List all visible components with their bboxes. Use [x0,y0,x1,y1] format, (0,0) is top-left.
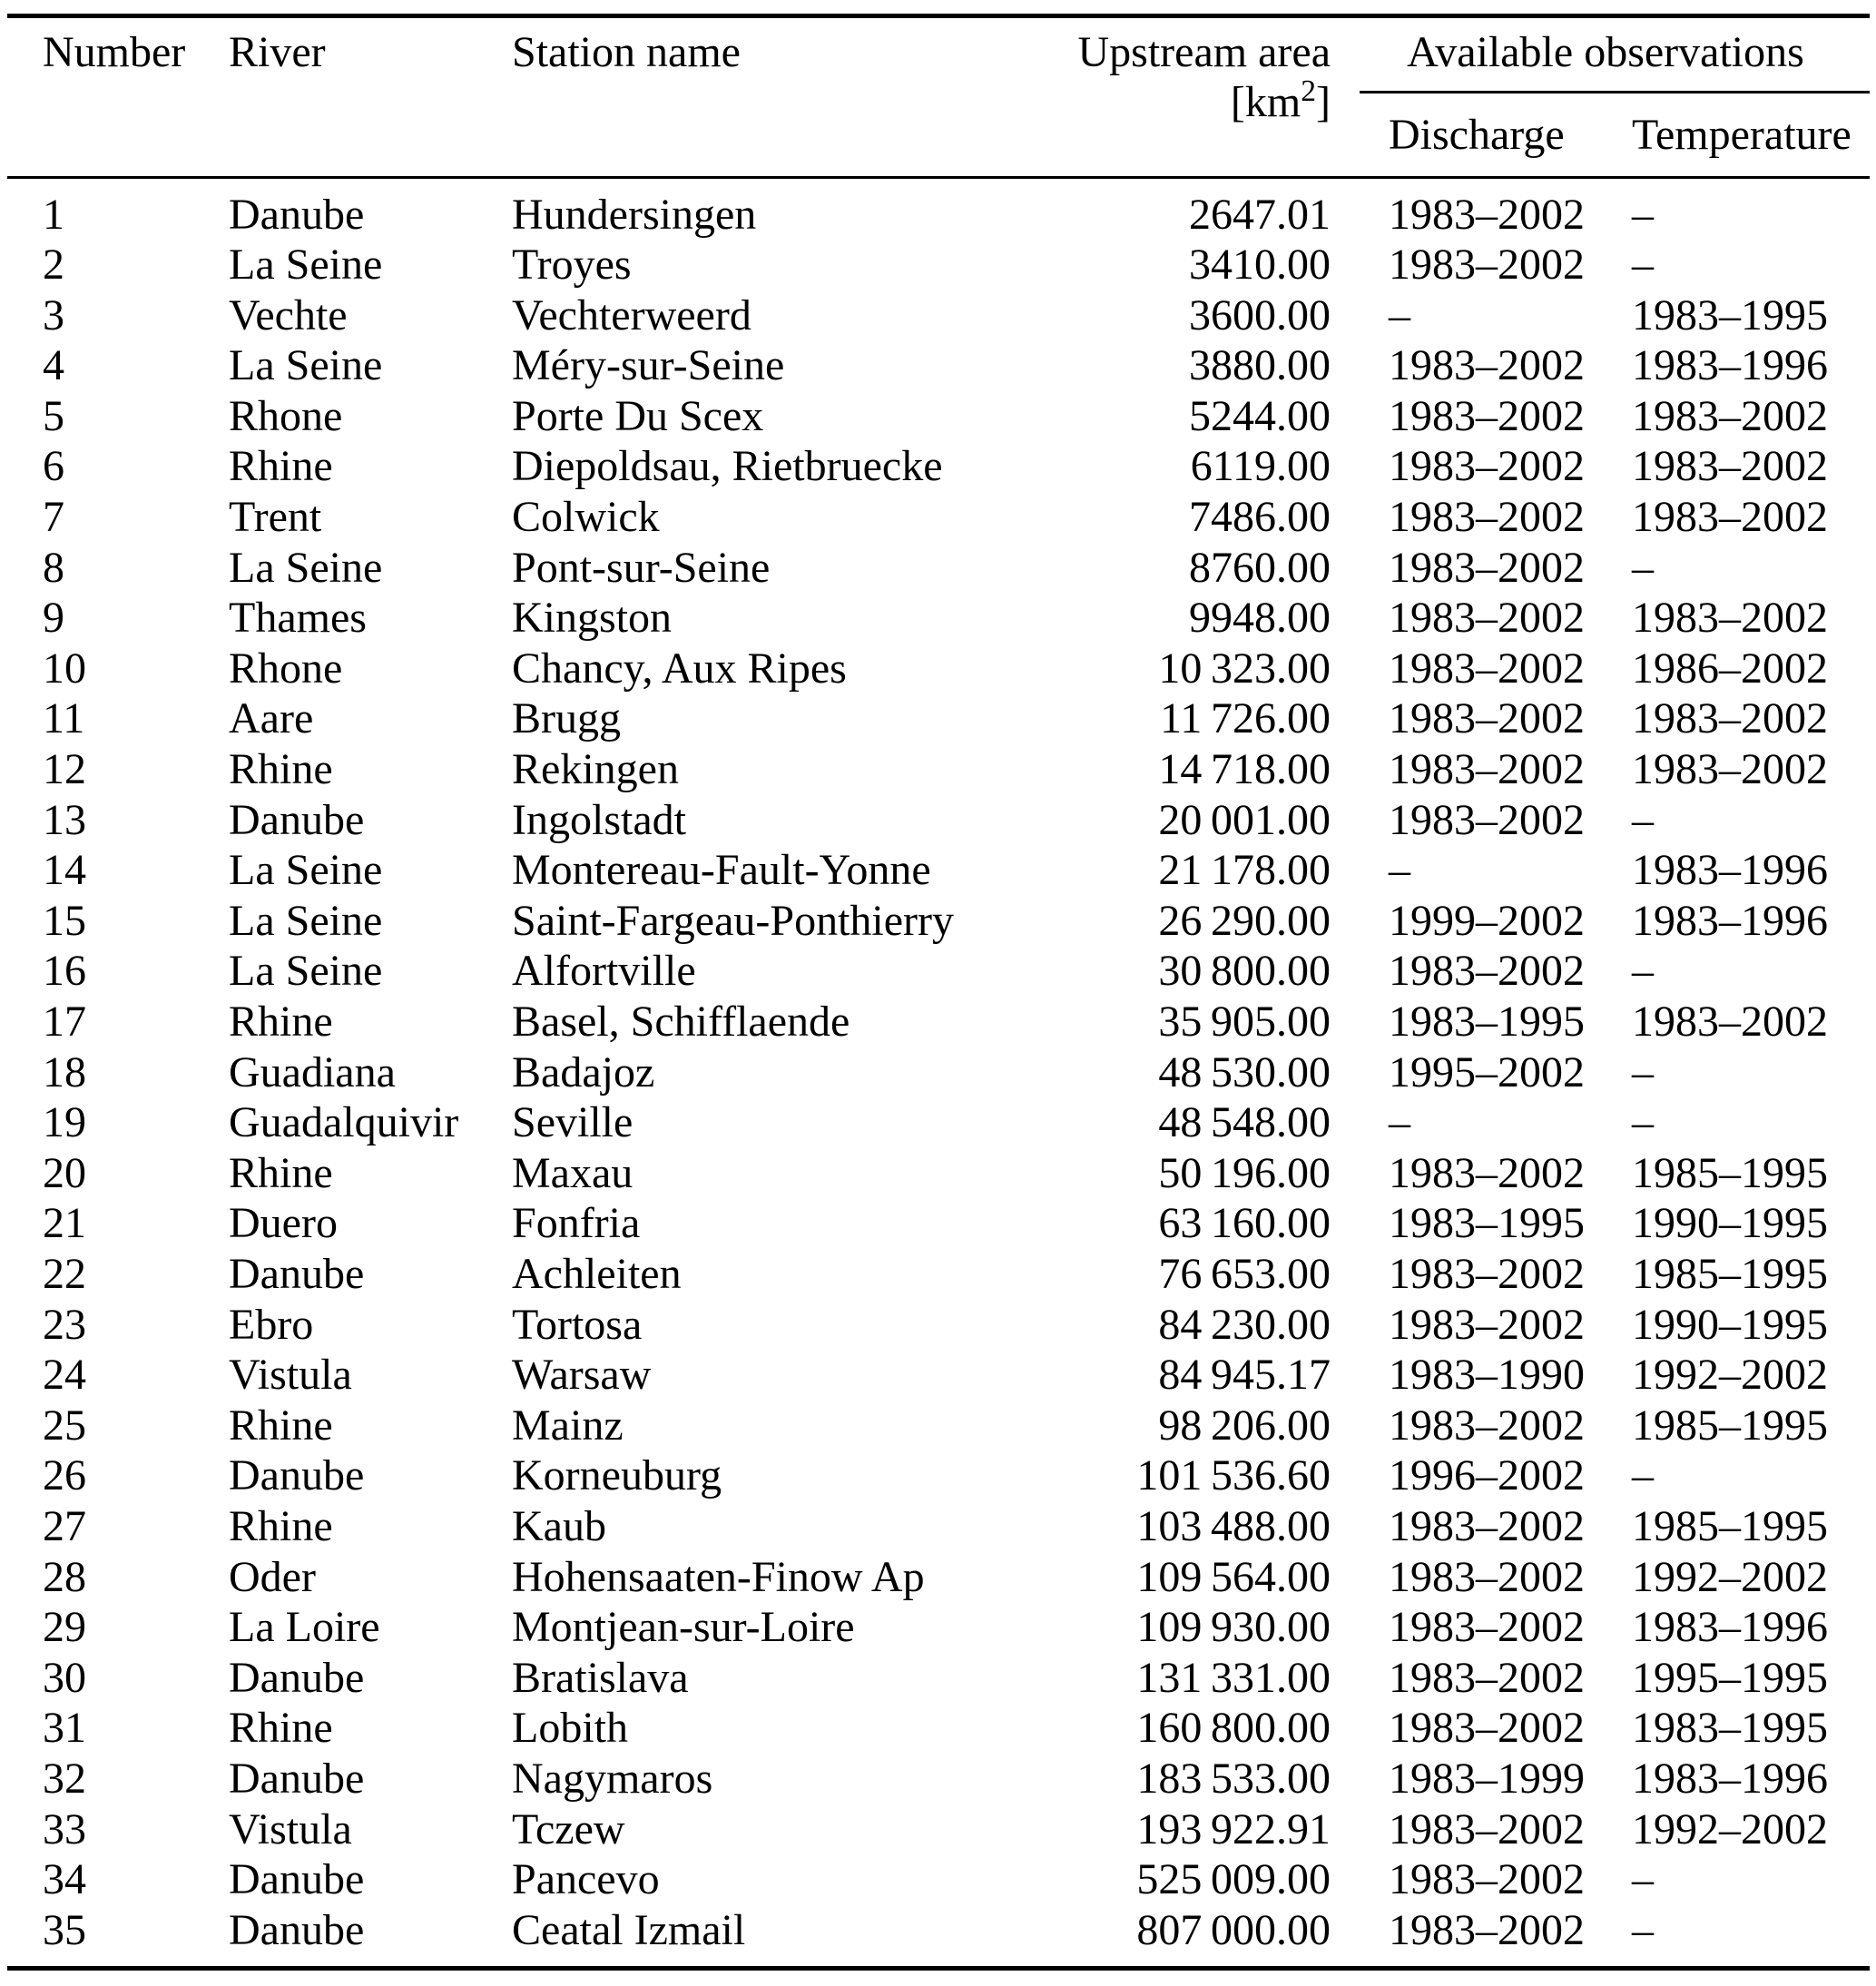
cell-number: 25 [43,1401,86,1450]
cell-temperature-observations: 1985–1995 [1632,1501,1828,1550]
cell-river: Rhine [229,1704,333,1753]
station-row [7,744,1870,795]
cell-number: 33 [43,1804,86,1853]
cell-discharge-observations: 1983–2002 [1389,1552,1585,1601]
col-header-station: Station name [512,28,741,76]
cell-upstream-area: 14 718.00 [1158,745,1331,794]
station-row [7,997,1870,1047]
cell-number: 23 [43,1300,86,1349]
cell-river: Danube [229,190,365,239]
station-row [7,1703,1870,1754]
cell-station-name: Warsaw [512,1351,652,1400]
cell-river: Vistula [229,1804,352,1853]
cell-number: 5 [43,391,64,440]
cell-station-name: Chancy, Aux Ripes [512,644,847,693]
cell-discharge-observations: 1983–2002 [1389,1653,1585,1702]
cell-river: Duero [229,1199,338,1248]
cell-upstream-area: 525 009.00 [1136,1855,1331,1904]
cell-temperature-observations: 1990–1995 [1632,1300,1828,1349]
cell-upstream-area: 9948.00 [1189,594,1331,643]
station-row [7,1905,1870,1956]
cell-river: Ebro [229,1300,314,1349]
cell-temperature-observations: 1983–1996 [1632,1754,1828,1803]
cell-river: La Seine [229,241,383,290]
cell-discharge-observations: 1983–2002 [1389,241,1585,290]
cell-discharge-observations: 1983–2002 [1389,594,1585,643]
cell-temperature-observations: 1995–1995 [1632,1653,1828,1702]
cell-discharge-observations: 1983–2002 [1389,190,1585,239]
cell-temperature-observations: 1983–1995 [1632,290,1828,339]
cell-discharge-observations: 1983–2002 [1389,795,1585,844]
cell-river: Danube [229,1249,365,1298]
cell-upstream-area: 21 178.00 [1158,846,1331,895]
station-row [7,290,1870,341]
cell-number: 1 [43,190,64,239]
cell-station-name: Pancevo [512,1855,660,1904]
station-row [7,1754,1870,1804]
cell-station-name: Korneuburg [512,1451,722,1500]
cell-station-name: Bratislava [512,1653,689,1702]
cell-river: Oder [229,1552,316,1601]
cell-temperature-observations: 1983–1996 [1632,341,1828,390]
station-row [7,1401,1870,1451]
cell-number: 13 [43,795,86,844]
cell-discharge-observations: 1983–2002 [1389,493,1585,542]
cell-discharge-observations: 1983–2002 [1389,1905,1585,1954]
station-row [7,693,1870,744]
station-row [7,1047,1870,1098]
cell-upstream-area: 3600.00 [1189,290,1331,339]
cell-discharge-observations: 1983–2002 [1389,1855,1585,1904]
cell-number: 9 [43,594,64,643]
station-row [7,1097,1870,1148]
cell-river: Trent [229,493,322,542]
cell-river: Guadiana [229,1047,396,1096]
cell-upstream-area: 98 206.00 [1158,1401,1331,1450]
col-header-temperature: Temperature [1632,110,1851,159]
cell-river: Aare [229,694,314,743]
cell-temperature-observations: 1992–2002 [1632,1351,1828,1400]
cell-number: 14 [43,846,86,895]
cell-river: Danube [229,1754,365,1803]
cell-temperature-observations: – [1632,1098,1654,1147]
cell-number: 8 [43,543,64,592]
cell-station-name: Seville [512,1098,634,1147]
cell-temperature-observations: 1985–1995 [1632,1401,1828,1450]
station-row [7,1854,1870,1905]
stations-table-wrap [7,14,1870,1971]
cell-number: 26 [43,1451,86,1500]
cell-discharge-observations: – [1389,1098,1410,1147]
cell-temperature-observations: – [1632,1905,1654,1954]
cell-temperature-observations: 1983–1996 [1632,846,1828,895]
cell-river: Danube [229,1855,365,1904]
col-header-discharge: Discharge [1389,110,1565,159]
cell-discharge-observations: 1983–2002 [1389,745,1585,794]
station-row [7,340,1870,391]
cell-discharge-observations: 1983–2002 [1389,694,1585,743]
cell-upstream-area: 183 533.00 [1136,1754,1331,1803]
cell-river: Danube [229,1451,365,1500]
table-header [7,18,1870,177]
cell-station-name: Brugg [512,694,621,743]
cell-station-name: Porte Du Scex [512,391,764,440]
cell-number: 30 [43,1653,86,1702]
cell-discharge-observations: 1983–1999 [1389,1754,1585,1803]
cell-upstream-area: 101 536.60 [1136,1451,1331,1500]
station-row [7,1148,1870,1199]
cell-number: 32 [43,1754,86,1803]
cell-discharge-observations: – [1389,290,1410,339]
cell-discharge-observations: 1983–2002 [1389,1704,1585,1753]
cell-station-name: Rekingen [512,745,679,794]
cell-temperature-observations: 1983–1996 [1632,896,1828,945]
col-header-upstream-area [1011,18,1341,177]
cell-temperature-observations: 1983–2002 [1632,594,1828,643]
cell-temperature-observations: – [1632,947,1654,996]
col-header-river: River [229,28,326,76]
station-row [7,946,1870,997]
cell-discharge-observations: 1983–2002 [1389,1804,1585,1853]
cell-upstream-area: 103 488.00 [1136,1501,1331,1550]
cell-upstream-area: 48 548.00 [1158,1098,1331,1147]
cell-discharge-observations: 1983–2002 [1389,947,1585,996]
cell-number: 19 [43,1098,86,1147]
cell-river: La Seine [229,947,383,996]
cell-river: Danube [229,1905,365,1954]
station-row [7,441,1870,492]
cell-number: 12 [43,745,86,794]
col-header-observations-group [1341,18,1870,93]
cell-upstream-area: 3880.00 [1189,341,1331,390]
cell-discharge-observations: 1983–2002 [1389,1501,1585,1550]
cell-number: 7 [43,493,64,542]
cell-river: Rhine [229,998,333,1046]
cell-upstream-area: 30 800.00 [1158,947,1331,996]
cell-river: Rhine [229,745,333,794]
header-row-top [7,18,1870,93]
station-row [7,1602,1870,1653]
station-row [7,593,1870,644]
station-row [7,177,1870,240]
cell-number: 22 [43,1249,86,1298]
stations-table [7,18,1870,1955]
station-row [7,240,1870,290]
cell-discharge-observations: 1983–1990 [1389,1351,1585,1400]
cell-upstream-area: 5244.00 [1189,391,1331,440]
cell-station-name: Achleiten [512,1249,682,1298]
cell-river: La Seine [229,896,383,945]
cell-station-name: Pont-sur-Seine [512,543,771,592]
cell-station-name: Colwick [512,493,660,542]
cell-number: 11 [43,694,85,743]
cell-upstream-area: 3410.00 [1189,241,1331,290]
station-row [7,1450,1870,1501]
cell-station-name: Troyes [512,241,632,290]
cell-station-name: Hundersingen [512,190,757,239]
cell-temperature-observations: 1983–2002 [1632,745,1828,794]
cell-station-name: Mainz [512,1401,624,1450]
cell-discharge-observations: 1983–2002 [1389,341,1585,390]
cell-station-name: Basel, Schifflaende [512,998,850,1046]
cell-temperature-observations: 1990–1995 [1632,1199,1828,1248]
cell-temperature-observations: 1992–2002 [1632,1804,1828,1853]
cell-number: 20 [43,1148,86,1197]
cell-station-name: Diepoldsau, Rietbruecke [512,442,943,491]
cell-upstream-area: 10 323.00 [1158,644,1331,693]
cell-river: Vechte [229,290,348,339]
station-row [7,1300,1870,1351]
area-label-bracket: ] [1316,78,1331,126]
cell-river: Rhine [229,1148,333,1197]
cell-station-name: Montjean-sur-Loire [512,1603,855,1652]
cell-temperature-observations: 1983–1995 [1632,1704,1828,1753]
cell-upstream-area: 35 905.00 [1158,998,1331,1046]
cell-upstream-area: 84 945.17 [1158,1351,1331,1400]
observations-group-label: Available observations [1407,28,1804,76]
cell-temperature-observations: 1983–2002 [1632,493,1828,542]
cell-discharge-observations: 1996–2002 [1389,1451,1585,1500]
cell-upstream-area: 76 653.00 [1158,1249,1331,1298]
observations-group-rule [1360,91,1870,93]
cell-station-name: Alfortville [512,947,696,996]
cell-temperature-observations: 1986–2002 [1632,644,1828,693]
cell-number: 10 [43,644,86,693]
stations-tbody [7,177,1870,1955]
cell-discharge-observations: 1983–1995 [1389,1199,1585,1248]
col-header-number: Number [43,28,186,76]
cell-river: Danube [229,795,365,844]
cell-river: La Seine [229,846,383,895]
cell-discharge-observations: 1983–2002 [1389,1300,1585,1349]
cell-discharge-observations: 1999–2002 [1389,896,1585,945]
cell-number: 6 [43,442,64,491]
cell-temperature-observations: – [1632,1451,1654,1500]
cell-discharge-observations: 1983–2002 [1389,391,1585,440]
cell-discharge-observations: – [1389,846,1410,895]
cell-number: 28 [43,1552,86,1601]
cell-number: 24 [43,1351,86,1400]
station-row [7,1653,1870,1704]
cell-upstream-area: 160 800.00 [1136,1704,1331,1753]
cell-discharge-observations: 1983–2002 [1389,543,1585,592]
cell-upstream-area: 109 930.00 [1136,1603,1331,1652]
cell-upstream-area: 109 564.00 [1136,1552,1331,1601]
station-row [7,1552,1870,1603]
station-row [7,1350,1870,1401]
cell-temperature-observations: 1983–2002 [1632,442,1828,491]
cell-station-name: Saint-Fargeau-Ponthierry [512,896,955,945]
cell-station-name: Maxau [512,1148,634,1197]
station-row [7,896,1870,947]
cell-upstream-area: 2647.01 [1189,190,1331,239]
station-row [7,1501,1870,1552]
cell-station-name: Tortosa [512,1300,643,1349]
cell-discharge-observations: 1995–2002 [1389,1047,1585,1096]
cell-number: 3 [43,290,64,339]
cell-river: Rhone [229,644,343,693]
cell-upstream-area: 131 331.00 [1136,1653,1331,1702]
cell-upstream-area: 6119.00 [1190,442,1331,491]
cell-temperature-observations: 1983–1996 [1632,1603,1828,1652]
cell-river: Vistula [229,1351,352,1400]
cell-temperature-observations: 1992–2002 [1632,1552,1828,1601]
station-row [7,1804,1870,1855]
station-row [7,391,1870,442]
cell-discharge-observations: 1983–2002 [1389,1603,1585,1652]
cell-river: Rhine [229,1401,333,1450]
cell-temperature-observations: 1985–1995 [1632,1249,1828,1298]
cell-number: 27 [43,1501,86,1550]
cell-river: Rhone [229,391,343,440]
cell-upstream-area: 84 230.00 [1158,1300,1331,1349]
cell-temperature-observations: – [1632,543,1654,592]
cell-number: 15 [43,896,86,945]
cell-upstream-area: 11 726.00 [1160,694,1331,743]
cell-station-name: Montereau-Fault-Yonne [512,846,931,895]
cell-temperature-observations: – [1632,190,1654,239]
cell-temperature-observations: – [1632,795,1654,844]
cell-station-name: Ceatal Izmail [512,1905,746,1954]
station-row [7,1198,1870,1249]
cell-upstream-area: 807 000.00 [1136,1905,1331,1954]
cell-station-name: Méry-sur-Seine [512,341,785,390]
cell-temperature-observations: 1983–2002 [1632,694,1828,743]
cell-river: Danube [229,1653,365,1702]
cell-number: 18 [43,1047,86,1096]
cell-station-name: Lobith [512,1704,628,1753]
cell-discharge-observations: 1983–2002 [1389,1148,1585,1197]
area-unit-superscript: 2 [1301,74,1317,108]
cell-number: 29 [43,1603,86,1652]
cell-upstream-area: 48 530.00 [1158,1047,1331,1096]
cell-river: La Loire [229,1603,380,1652]
cell-number: 4 [43,341,64,390]
cell-station-name: Ingolstadt [512,795,686,844]
station-row [7,845,1870,896]
cell-upstream-area: 26 290.00 [1158,896,1331,945]
cell-discharge-observations: 1983–2002 [1389,1401,1585,1450]
cell-discharge-observations: 1983–2002 [1389,644,1585,693]
cell-station-name: Fonfria [512,1199,641,1248]
cell-number: 2 [43,241,64,290]
station-row [7,795,1870,846]
cell-number: 17 [43,998,86,1046]
cell-station-name: Hohensaaten-Finow Ap [512,1552,925,1601]
station-row [7,543,1870,594]
cell-number: 31 [43,1704,86,1753]
cell-temperature-observations: – [1632,1855,1654,1904]
cell-temperature-observations: 1985–1995 [1632,1148,1828,1197]
station-row [7,1249,1870,1300]
cell-number: 21 [43,1199,86,1248]
cell-river: La Seine [229,543,383,592]
cell-number: 35 [43,1905,86,1954]
cell-upstream-area: 8760.00 [1189,543,1331,592]
cell-temperature-observations: 1983–2002 [1632,391,1828,440]
station-row [7,492,1870,543]
cell-station-name: Nagymaros [512,1754,713,1803]
area-label-text: Upstream area [km [1077,28,1331,126]
cell-upstream-area: 193 922.91 [1136,1804,1331,1853]
cell-station-name: Kaub [512,1501,606,1550]
cell-temperature-observations: – [1632,1047,1654,1096]
cell-station-name: Vechterweerd [512,290,751,339]
cell-station-name: Kingston [512,594,673,643]
cell-number: 16 [43,947,86,996]
cell-number: 34 [43,1855,86,1904]
cell-river: Rhine [229,1501,333,1550]
cell-river: Guadalquivir [229,1098,459,1147]
cell-discharge-observations: 1983–1995 [1389,998,1585,1046]
cell-river: La Seine [229,341,383,390]
cell-station-name: Tczew [512,1804,625,1853]
cell-river: Thames [229,594,367,643]
cell-discharge-observations: 1983–2002 [1389,1249,1585,1298]
cell-river: Rhine [229,442,333,491]
cell-upstream-area: 7486.00 [1189,493,1331,542]
cell-upstream-area: 63 160.00 [1158,1199,1331,1248]
cell-temperature-observations: 1983–2002 [1632,998,1828,1046]
cell-discharge-observations: 1983–2002 [1389,442,1585,491]
cell-upstream-area: 20 001.00 [1158,795,1331,844]
cell-station-name: Badajoz [512,1047,655,1096]
cell-upstream-area: 50 196.00 [1158,1148,1331,1197]
cell-temperature-observations: – [1632,241,1654,290]
station-row [7,644,1870,694]
